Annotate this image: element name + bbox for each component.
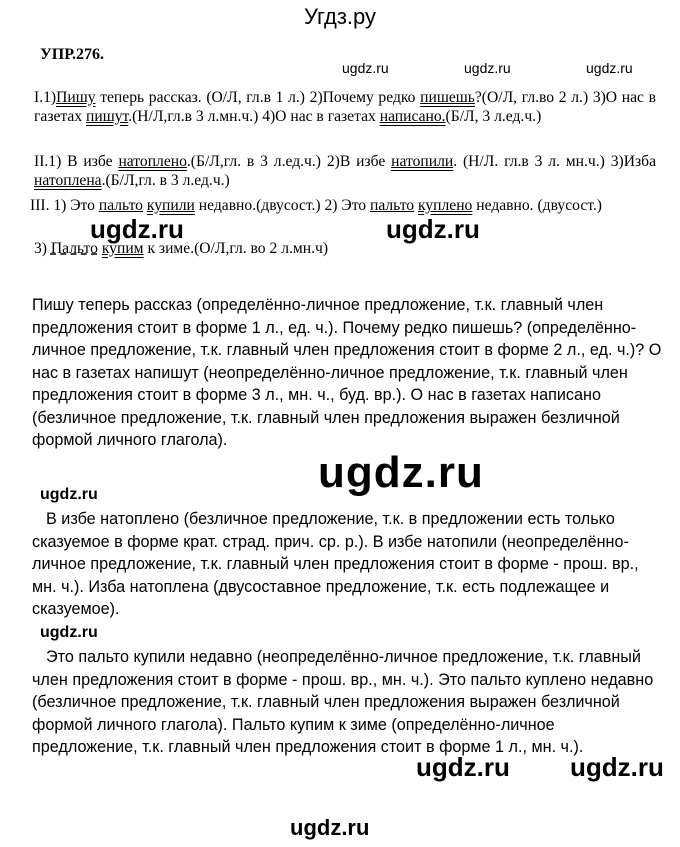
watermark: ugdz.ru	[40, 486, 98, 503]
text-span: ?(О/Л, гл.во 2 л.) 3)О нас в газетах	[34, 89, 656, 125]
watermark: ugdz.ru	[464, 60, 511, 76]
watermark: ugdz.ru	[290, 815, 370, 840]
text-span: I.1)	[34, 89, 57, 106]
exercise-title: УПР.276.	[40, 46, 104, 63]
text-span: 3)	[34, 240, 51, 257]
text-span: к зиме.(О/Л,гл. во 2 л.мн.ч)	[143, 240, 329, 257]
predicate: написано.	[379, 108, 446, 125]
watermark: ugdz.ru	[416, 752, 510, 782]
watermark: ugdz.ru	[586, 60, 633, 76]
watermark: ugdz.ru	[90, 214, 184, 244]
text-span: III. 1) Это	[30, 197, 99, 214]
predicate: купили	[146, 197, 195, 214]
text-span: .(Н/Л,гл.в 3 л.мн.ч.) 4)О нас в газетах	[128, 108, 380, 125]
predicate: Пишу	[56, 89, 96, 106]
paragraph-3: Это пальто купили недавно (неопределённо-личное предложение, т.к. главный член предложения стоит в форме - прош. вр., мн. ч.). Это пальто куплено недавно (безличное предложение, т.к. главный член предложения выражен безличной формой личного глагола). Пальто купим к зиме (определённо-личное предложение, т.к. главный член предложения стоит в форме 1 л., мн. ч.).	[32, 648, 654, 756]
analysis-line-1	[34, 88, 656, 126]
object: Пальто	[50, 240, 98, 257]
predicate: куплено	[418, 197, 473, 214]
text-span: .(Б/Л,гл. в 3 л.ед.ч.) 2)В избе	[186, 153, 392, 170]
predicate: натоплена	[34, 172, 102, 189]
watermark: ugdz.ru	[570, 752, 664, 782]
watermark: ugdz.ru	[342, 60, 389, 76]
text-span: недавно. (двусост.)	[472, 197, 602, 214]
analysis-line-2	[34, 152, 656, 190]
watermark: ugdz.ru	[40, 624, 98, 641]
text-span: теперь рассказ. (О/Л, гл.в 1 л.) 2)Почему редко	[95, 89, 421, 106]
text-span: недавно.(двусост.) 2) Это	[194, 197, 370, 214]
predicate: купим	[101, 240, 144, 257]
text-span: . (Н/Л. гл.в 3 л. мн.ч.) 3)Изба	[453, 153, 656, 170]
predicate: пишут	[86, 108, 129, 125]
watermark: ugdz.ru	[386, 214, 480, 244]
site-header[interactable]: Угдз.ру	[303, 4, 377, 29]
text-span: II.1) В избе	[34, 153, 119, 170]
watermark: ugdz.ru	[318, 448, 484, 497]
predicate: натоплено	[118, 153, 187, 170]
subject: пальто	[98, 197, 143, 214]
predicate: натопили	[391, 153, 454, 170]
analysis-line-3	[30, 196, 658, 215]
predicate: пишешь	[420, 89, 475, 106]
text-span: (Б/Л, 3 л.ед.ч.)	[445, 108, 542, 125]
paragraph-2: В избе натоплено (безличное предложение, т.к. в предложении есть только сказуемое в форме крат. страд. прич. ср. р.). В избе натопили (неопределённо-личное предложение, т.к. главный член предложения стоит в форме - прош. вр., мн. ч.). Изба натоплена (двусоставное предложение, т.к. есть подлежащее и сказуемое).	[32, 510, 639, 618]
text-span: .(Б/Л,гл. в 3 л.ед.ч.)	[101, 172, 230, 189]
subject: пальто	[370, 197, 415, 214]
paragraph-1: Пишу теперь рассказ (определённо-личное предложение, т.к. главный член предложения стоит в форме 1 л., ед. ч.). Почему редко пишешь? (определённо-личное предложение, т.к. главный член предложения стоит в форме 2 л., ед. ч.)? О нас в газетах напишут (неопределённо-личное предложение, т.к. главный член предложения стоит в форме 3 л., мн. ч., буд. вр.). О нас в газетах написано (безличное предложение, т.к. главный член предложения выражен безличной формой личного глагола).	[32, 296, 662, 449]
